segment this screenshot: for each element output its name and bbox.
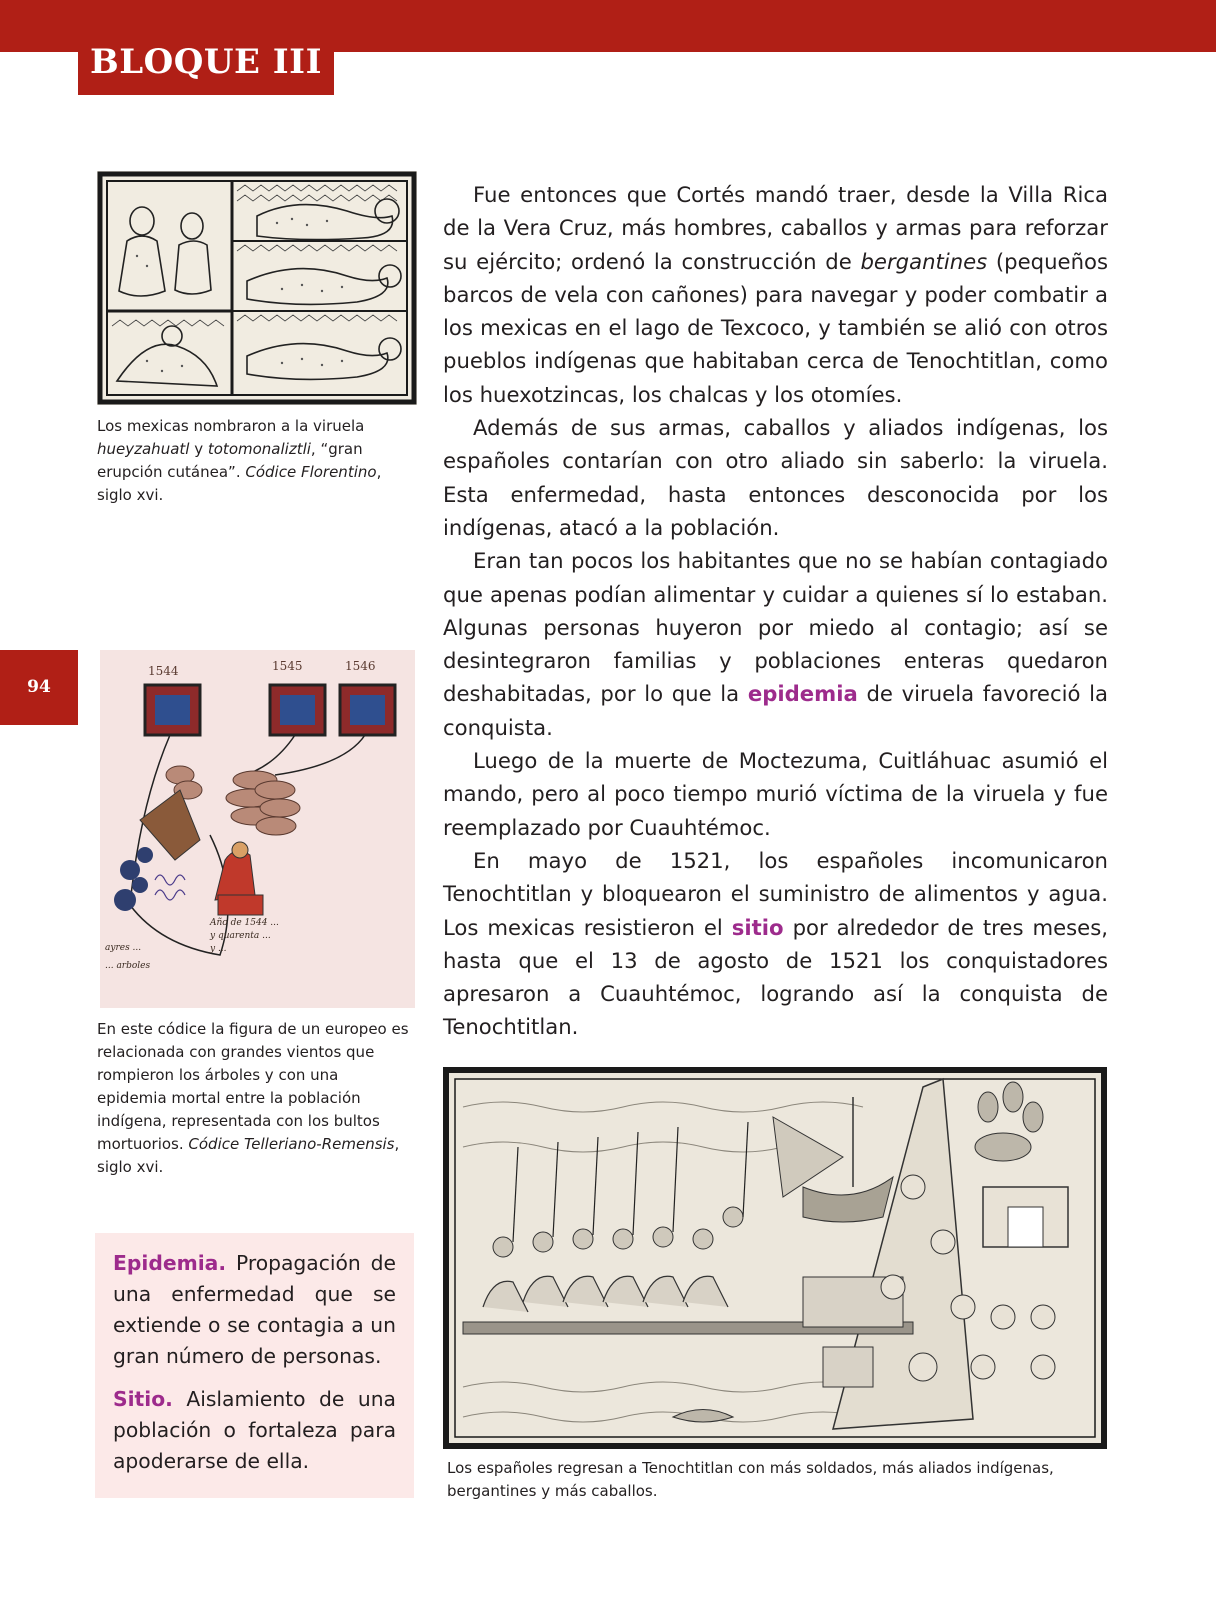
glossary-term-sitio: Sitio. [113,1387,173,1411]
glossary-term-epidemia: Epidemia. [113,1251,227,1275]
year-1544: 1544 [148,664,179,678]
year-1546: 1546 [345,659,376,673]
paragraph-5: En mayo de 1521, los españoles incomunicaron Tenochtitlan y bloquearon el suministro de alimentos y agua. Los mexicas resistieron el sitio por alrededor de tres meses, hasta que el 13 de agosto de 1521 los conquistadores apresaron a Cuauhtémoc, logrando así la conquista de Tenochtitlan. [443,847,1108,1040]
glossary-entry-epidemia: Epidemia. Propagación de una enfermedad que se extiende o se contagia a un gran número de personas. [113,1251,396,1368]
bloque-title: BLOQUE III [78,30,334,95]
caption-florentino: Los mexicas nombraron a la viruela hueyzahuatl y totomonaliztli, “gran erupción cutánea”. Códice Florentino, siglo xvi. [97,417,382,504]
paragraph-4: Luego de la muerte de Moctezuma, Cuitláhuac asumió el mando, pero al poco tiempo murió víctima de la viruela y fue reemplazado por Cuauhtémoc. [443,748,1108,840]
keyword-sitio: sitio [731,914,784,940]
svg-text:... arboles: ... arboles [105,961,151,971]
page-number: 94 [0,650,78,725]
svg-text:y ...: y ... [210,944,227,954]
svg-text:ayres ...: ayres ... [105,943,142,953]
caption-return: Los españoles regresan a Tenochtitlan con más soldados, más aliados indígenas, bergantines y más caballos. [447,1459,1054,1500]
return-tenochtitlan-image [443,1067,1107,1449]
year-1545: 1545 [272,659,303,673]
paragraph-1: Fue entonces que Cortés mandó traer, desde la Villa Rica de la Vera Cruz, más hombres, caballos y armas para reforzar su ejército; ordenó la construcción de bergantines (pequeños barcos de vela con cañones) para navegar y poder combatir a los mexicas en el lago de Texcoco, y también se alió con otros pueblos indígenas que habitaban cerca de Tenochtitlan, como los huexotzincas, los chalcas y los otomíes. [443,182,1109,407]
caption-telleriano: En este códice la figura de un europeo es relacionada con grandes vientos que rompieron los árboles y con una epidemia mortal entre la población indígena, representada con los bultos mortuorios. Códice Telleriano-Remensis, siglo xvi. [97,1020,409,1176]
glossary-entry-sitio: Sitio. Aislamiento de una población o fortaleza para apoderarse de ella. [113,1387,396,1473]
main-text [443,178,1108,1044]
paragraph-3: Eran tan pocos los habitantes que no se habían contagiado que apenas podían alimentar y cuidar a quienes sí lo estaban. Algunas personas huyeron por miedo al contagio; así se desintegraron familias y poblaciones enteras quedaron deshabitadas, por lo que la epidemia de viruela favoreció la conquista. [443,548,1108,740]
svg-text:Año de 1544 ...: Año de 1544 ... [210,918,279,928]
codex-florentino-image [97,171,417,405]
paragraph-2: Además de sus armas, caballos y aliados indígenas, los españoles contarían con otro aliado sin saberlo: la viruela. Esta enfermedad, hasta entonces desconocida por los indígenas, atacó a la población. [443,415,1108,540]
keyword-epidemia: epidemia [747,681,858,707]
glossary-box [95,1233,414,1498]
codex-telleriano-image [100,650,415,1008]
svg-text:y quarenta ...: y quarenta ... [210,931,271,941]
